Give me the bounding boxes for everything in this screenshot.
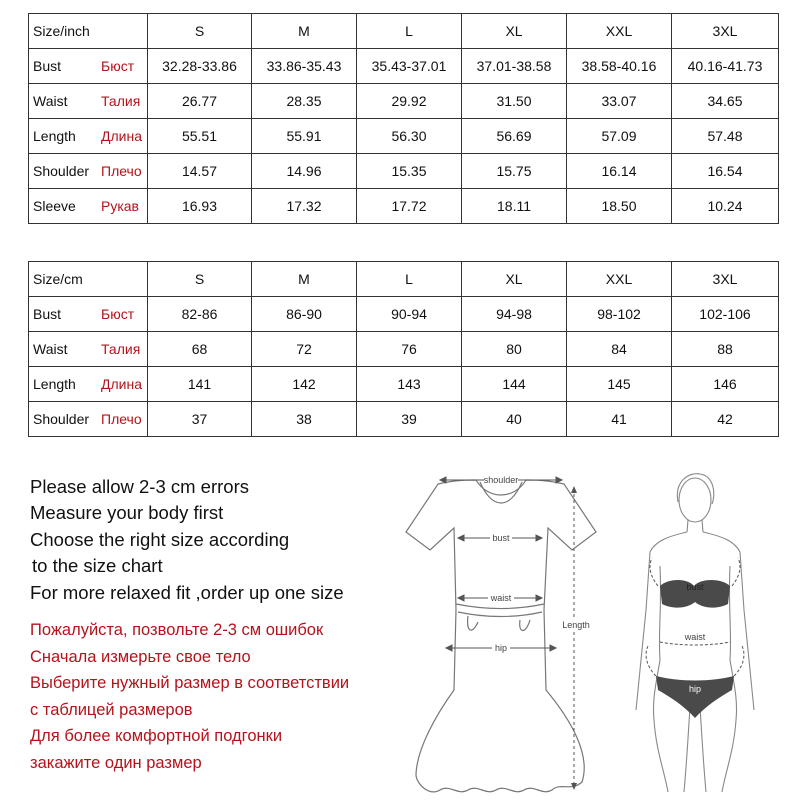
- table-unit-header: Size/inch: [29, 14, 148, 49]
- waist-label: waist: [684, 632, 706, 642]
- table-cell: 102-106: [672, 297, 779, 332]
- table-row: [29, 84, 779, 119]
- size-header: XXL: [567, 262, 672, 297]
- size-header: XL: [462, 262, 567, 297]
- table-cell: 26.77: [148, 84, 252, 119]
- measurement-label-ru: Бюст: [101, 306, 135, 322]
- table-cell: 18.11: [462, 189, 567, 224]
- measurement-label-en: Sleeve: [33, 198, 76, 214]
- size-table-cm: [28, 261, 779, 437]
- measurement-label: [29, 84, 148, 119]
- table-cell: 15.35: [357, 154, 462, 189]
- note-line: For more relaxed fit ,order up one size: [30, 581, 344, 603]
- table-cell: 72: [252, 332, 357, 367]
- table-cell: 16.93: [148, 189, 252, 224]
- table-cell: 42: [672, 402, 779, 437]
- measurement-label: [29, 332, 148, 367]
- table-cell: 55.51: [148, 119, 252, 154]
- table-cell: 40: [462, 402, 567, 437]
- table-row: [29, 154, 779, 189]
- table-cell: 56.69: [462, 119, 567, 154]
- table-row: [29, 332, 779, 367]
- table-cell: 57.48: [672, 119, 779, 154]
- table-cell: 39: [357, 402, 462, 437]
- size-header: XL: [462, 14, 567, 49]
- note-line: Choose the right size according: [30, 528, 290, 550]
- hip-label: hip: [494, 643, 508, 653]
- size-header: M: [252, 14, 357, 49]
- table-cell: 32.28-33.86: [148, 49, 252, 84]
- measurement-label: [29, 367, 148, 402]
- table-cell: 145: [567, 367, 672, 402]
- table-cell: 33.07: [567, 84, 672, 119]
- size-header: L: [357, 14, 462, 49]
- table-cell: 94-98: [462, 297, 567, 332]
- table-cell: 33.86-35.43: [252, 49, 357, 84]
- measurement-label-en: Shoulder: [33, 411, 90, 427]
- bust-label: bust: [492, 533, 510, 543]
- measurement-label-ru: Длина: [101, 128, 142, 144]
- measurement-label-en: Bust: [33, 58, 62, 74]
- table-cell: 84: [567, 332, 672, 367]
- table-unit-header: Size/cm: [29, 262, 148, 297]
- measurement-label-en: Length: [33, 128, 76, 144]
- table-cell: 35.43-37.01: [357, 49, 462, 84]
- measurement-label-en: Waist: [33, 341, 68, 357]
- table-cell: 38: [252, 402, 357, 437]
- note-line: закажите один размер: [30, 753, 202, 772]
- measurement-label-ru: Талия: [101, 93, 141, 109]
- measurement-label-ru: Плечо: [101, 411, 142, 427]
- bust-label: bust: [686, 582, 704, 592]
- measurement-label-ru: Бюст: [101, 58, 135, 74]
- measurement-label-ru: Талия: [101, 341, 141, 357]
- hip-label: hip: [688, 684, 702, 694]
- measurement-label: [29, 189, 148, 224]
- notes-russian: [30, 617, 349, 777]
- hip-band-shape: [656, 676, 734, 718]
- table-cell: 29.92: [357, 84, 462, 119]
- size-table-inch: [28, 13, 779, 224]
- body-measurement-diagram: [620, 470, 770, 795]
- table-cell: 90-94: [357, 297, 462, 332]
- table-row: [29, 297, 779, 332]
- table-cell: 144: [462, 367, 567, 402]
- table-cell: 14.57: [148, 154, 252, 189]
- note-line: Please allow 2-3 cm errors: [30, 476, 249, 497]
- table-cell: 16.14: [567, 154, 672, 189]
- measurement-label-ru: Рукав: [101, 198, 139, 214]
- table-cell: 16.54: [672, 154, 779, 189]
- table-cell: 142: [252, 367, 357, 402]
- table-cell: 56.30: [357, 119, 462, 154]
- measurement-label-en: Bust: [33, 306, 62, 322]
- table-cell: 146: [672, 367, 779, 402]
- table-cell: 141: [148, 367, 252, 402]
- measurement-label-en: Waist: [33, 93, 68, 109]
- table-cell: 17.32: [252, 189, 357, 224]
- table-cell: 10.24: [672, 189, 779, 224]
- table-cell: 18.50: [567, 189, 672, 224]
- dress-measurement-diagram: [396, 470, 606, 795]
- size-header: L: [357, 262, 462, 297]
- table-row: [29, 402, 779, 437]
- note-line: to the size chart: [32, 555, 163, 577]
- size-header: 3XL: [672, 262, 779, 297]
- table-cell: 31.50: [462, 84, 567, 119]
- measurement-label: [29, 154, 148, 189]
- table-cell: 34.65: [672, 84, 779, 119]
- table-cell: 80: [462, 332, 567, 367]
- table-cell: 68: [148, 332, 252, 367]
- shoulder-label: shoulder: [483, 475, 519, 485]
- size-header: M: [252, 262, 357, 297]
- table-row: [29, 49, 779, 84]
- note-line: с таблицей размеров: [30, 700, 193, 719]
- measurement-label: [29, 402, 148, 437]
- table-cell: 88: [672, 332, 779, 367]
- measurement-label-en: Length: [33, 376, 76, 392]
- table-row: [29, 189, 779, 224]
- note-line: Measure your body first: [30, 502, 224, 524]
- table-cell: 143: [357, 367, 462, 402]
- table-cell: 40.16-41.73: [672, 49, 779, 84]
- table-cell: 57.09: [567, 119, 672, 154]
- table-row: [29, 367, 779, 402]
- note-line: Пожалуйста, позвольте 2-3 см ошибок: [30, 621, 324, 639]
- waist-label: waist: [490, 593, 512, 603]
- note-line: Выберите нужный размер в соответствии: [30, 674, 350, 693]
- table-cell: 98-102: [567, 297, 672, 332]
- table-cell: 55.91: [252, 119, 357, 154]
- measurement-label-en: Shoulder: [33, 163, 90, 179]
- table-row: [29, 119, 779, 154]
- table-cell: 86-90: [252, 297, 357, 332]
- table-header-row: [29, 14, 779, 49]
- notes-english: [30, 474, 344, 606]
- table-cell: 14.96: [252, 154, 357, 189]
- length-label: Length: [562, 620, 590, 630]
- table-cell: 38.58-40.16: [567, 49, 672, 84]
- size-header: S: [148, 14, 252, 49]
- size-header: XXL: [567, 14, 672, 49]
- table-cell: 28.35: [252, 84, 357, 119]
- table-cell: 37.01-38.58: [462, 49, 567, 84]
- measurement-label: [29, 119, 148, 154]
- measurement-label-ru: Длина: [101, 376, 142, 392]
- note-line: Сначала измерьте свое тело: [30, 647, 251, 666]
- table-cell: 37: [148, 402, 252, 437]
- note-line: Для более комфортной подгонки: [30, 727, 283, 746]
- table-cell: 15.75: [462, 154, 567, 189]
- table-cell: 41: [567, 402, 672, 437]
- table-cell: 82-86: [148, 297, 252, 332]
- table-cell: 76: [357, 332, 462, 367]
- table-header-row: [29, 262, 779, 297]
- size-header: 3XL: [672, 14, 779, 49]
- measurement-label: [29, 297, 148, 332]
- measurement-label: [29, 49, 148, 84]
- measurement-label-ru: Плечо: [101, 163, 142, 179]
- table-cell: 17.72: [357, 189, 462, 224]
- size-header: S: [148, 262, 252, 297]
